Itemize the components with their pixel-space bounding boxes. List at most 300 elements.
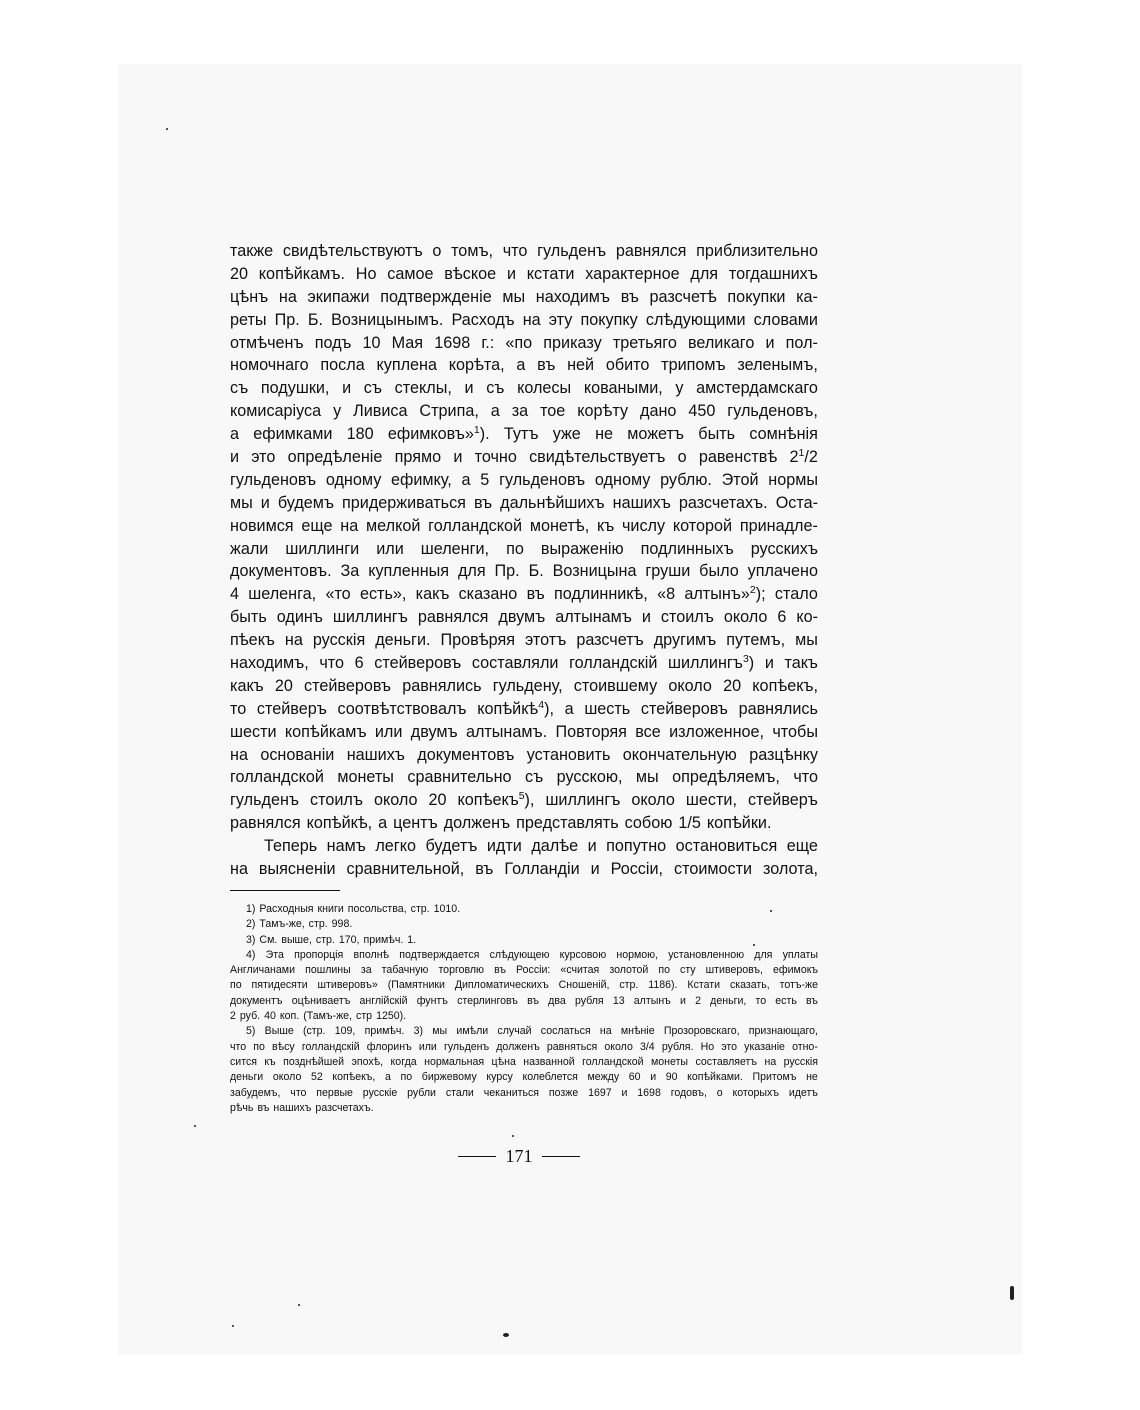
footnote-ref: 2 [749,584,756,597]
body-word: подъ [314,333,352,352]
footnote-word: 1250). [376,1010,407,1023]
footnote-word: 1698 [637,1086,661,1099]
body-word: самое [387,264,434,283]
body-line [230,400,818,423]
body-word: приблизительно [696,242,818,260]
footnote-word: выше, [281,933,312,946]
body-word: шиллингъ [332,608,408,627]
body-word: составляли [471,654,559,673]
body-word: копѣйкамъ [284,722,367,741]
footnote-word: оцѣниваетъ [291,994,351,1007]
footnote-word: есть [775,994,797,1007]
body-word: основаніи [260,745,335,764]
body-word: и [764,654,774,673]
body-word: «по [505,333,533,352]
footnote-word: примѣч. [363,933,404,946]
body-word: къ [597,516,615,535]
body-word: на [522,310,541,329]
body-word: есть», [359,585,407,604]
footnote-word: стр [356,1010,373,1023]
body-word: трипомъ [661,356,726,375]
footnote-line [230,1024,818,1039]
body-word: въ [473,493,493,512]
body-word: 5 [480,470,490,489]
body-word: 20 [723,676,742,695]
body-word: и [230,448,240,467]
body-word: попутно [606,837,667,856]
footnote-word: руб. [239,1010,261,1023]
body-word: Возницына [552,562,637,581]
body-word: а [564,699,574,718]
body-word: 20 [230,264,249,283]
footnote-word: 52 [310,1071,323,1084]
body-word: шиллинги [285,539,360,558]
body-word: прямо [394,448,442,467]
footnote-word: пропорція [294,948,344,961]
body-word: гульдену, [492,676,563,695]
body-word: будемъ [277,493,335,512]
body-word: съ [230,379,249,398]
footnote-word: 1) [246,903,256,915]
footnote-word: годовъ, [670,1086,707,1099]
body-word: уже [552,425,581,444]
body-word: выясненіи [258,860,336,879]
body-line [230,560,818,583]
body-word: точно [474,448,517,467]
footnote-word: подтверждается [399,948,480,961]
footnote-word: алтынъ [633,994,671,1007]
body-word: кстати [526,264,575,283]
footnote-word: цѣна [491,1055,516,1068]
body-word: установить [526,745,611,764]
body-word: или [374,722,403,741]
body-word: Россіи, [610,860,664,879]
body-word: «8 [657,585,676,604]
body-word: то [230,699,247,718]
body-word: комисаріуса [230,402,322,421]
body-word: будетъ [425,837,478,856]
body-line [230,446,818,469]
footnote-word: Дипломатическихъ [454,979,549,992]
footnote-word: чеканиться [483,1086,540,1099]
scan-speck [753,944,755,946]
footnote-word: пошлины [305,964,351,977]
footnote-word: въ [257,1101,270,1114]
scan-speck [512,1135,514,1137]
body-word: русскія [312,631,366,650]
body-word: подтвержденіе [380,287,492,306]
body-word: приказу [543,333,602,352]
footnote-word: штиверовъ, [705,964,763,977]
body-word: тое [540,402,566,421]
footnote [230,1024,818,1116]
footnote-word: позднѣйшей [283,1055,345,1068]
footnote-word: (стр. [302,1025,326,1038]
body-word: одинъ [276,608,323,627]
body-line [230,469,818,492]
footnote-word: а [385,1071,391,1084]
body-word: отмѣченъ [230,333,304,352]
footnote-word: въ [527,994,539,1007]
body-word: Этой [721,470,759,489]
footnote-word: и [679,994,686,1007]
footnote-word: по [253,1040,265,1053]
body-word: легко [375,837,416,856]
body-word: одному [325,470,382,489]
footnote-word: Тамъ-же, [259,918,305,931]
body-word: на [278,287,297,306]
footnote-word: нормальная [424,1055,485,1068]
body-word: зеленымъ, [737,356,818,375]
body-word: какъ [230,676,264,695]
body-word: для [690,264,719,283]
footnote [230,933,818,948]
footnote-word: названной [523,1055,575,1068]
body-word: покупки [727,287,786,306]
body-word: стейверовъ [304,676,392,695]
footnote-word: два [548,994,566,1007]
body-word: За [340,562,360,581]
body-word: нормы [768,470,818,489]
body-word: $2^1/2$ [789,447,818,467]
body-word: свидѣтельствуютъ [282,242,423,260]
footnote-word: сослаться [540,1025,591,1038]
body-word: обито [605,356,650,375]
footnote-word: 2) [246,918,256,931]
footnote-word: рубля [574,994,604,1007]
footnote-word: за [360,964,372,977]
body-word: алтынамъ. [465,722,548,741]
footnote-word: (Тамъ-же, [303,1010,353,1023]
body-word: и [453,448,463,467]
body-word: какъ [415,585,450,604]
body-word: Ливиса [353,402,408,421]
body-word: шиллингъ$^3$) [668,653,755,673]
footnote-word: забудемъ, [230,1086,281,1099]
body-word: Возницынымъ. [331,310,444,329]
footnote-word: монеты [651,1055,689,1068]
footnote-line [230,1009,818,1024]
body-word: еще [301,516,333,535]
body-word: разсчетѣ [649,287,717,306]
body-word: въ [526,585,545,604]
footnote-word: 1697 [588,1086,612,1099]
body-word: словами [753,310,818,329]
body-word: около [373,791,418,810]
body-word: равнялся [615,242,687,260]
footnote-word: Англичанами [230,964,296,977]
body-word: копѣекъ$^5$), [457,790,535,810]
body-word: Б. [307,310,324,329]
body-word: и [464,379,474,398]
footnote-word: около [272,1071,302,1084]
body-word: стоилъ [660,608,714,627]
footnote-line [230,1086,818,1101]
footnote-line [230,1040,818,1055]
body-line [230,377,818,400]
footnote-word: Расходныя [259,903,314,915]
body-word: около [631,791,675,810]
body-word: голландской [428,516,523,535]
body-word: Повторяя [555,722,627,741]
body-text [230,240,818,881]
body-word: слѣдующими [645,310,746,329]
body-word: 6 [354,654,364,673]
body-word: на [340,516,359,535]
body-word: цѣнъ [230,287,269,306]
footnote-ref: 1 [798,447,805,460]
body-word: равнялись [738,699,818,718]
footnote-line [230,994,818,1009]
body-word: 1/5 [678,814,701,833]
body-word: можетъ [627,425,685,444]
body-word: быть [230,608,267,627]
body-word: купленныя [368,562,450,581]
body-word: центъ [393,814,438,833]
footnote-word: стр. [315,933,335,946]
body-word: золота, [763,860,818,879]
body-word: номочнаго [230,356,309,375]
footnote-word: имѣли [456,1025,489,1038]
body-word: покупку [580,310,638,329]
body-word: жали [230,539,269,558]
footnote-line [230,948,818,963]
footnote-ref: 5 [518,790,525,803]
body-word: амстердамскаго [696,379,818,398]
footnote-word: сту [680,964,696,977]
footnote-word: рубли [407,1086,436,1099]
body-word: или [376,539,404,558]
body-word: реты [230,310,267,329]
body-word: по [506,539,524,558]
body-line [230,835,818,858]
footnote [230,948,818,1024]
footnote-word: копѣекъ, [332,1071,376,1084]
body-word: копѣйки. [706,814,772,833]
footnote-word: посольства, [347,903,407,915]
body-word: эту [548,310,573,329]
body-line [230,812,818,835]
body-word: этотъ [525,631,567,650]
body-word: о [677,448,687,467]
body-word: равнялись [402,676,482,695]
body-line [230,629,818,652]
body-word: выраженію [540,539,624,558]
footnote-word: первые [316,1086,353,1099]
body-word: копѣйкѣ, [306,814,373,833]
footnotes [230,902,818,1116]
body-word: подлинныхъ [640,539,734,558]
body-word: ефимками [253,425,333,444]
footnote-ref: 3 [742,653,749,666]
body-word: 1698 [434,333,471,352]
body-word: Мая [391,333,424,352]
body-word: въ [475,860,494,879]
body-word: и [260,493,270,512]
body-word: стоившему [573,676,658,695]
footnote-word: мы [432,1025,448,1038]
body-word: Теперь [264,837,318,856]
footnote-separator [230,890,340,891]
scan-speck [166,128,168,130]
footnote-word: курсовою [559,948,607,961]
body-word: соотвѣтствовалъ [337,699,467,718]
footnote-word: фунтъ [416,994,448,1007]
footnote-line [230,1055,818,1070]
footnote-word: 3) [246,933,256,946]
page-number: 171 [505,1145,533,1166]
footnote-line [230,978,818,993]
body-line [230,858,818,881]
body-word: алтынамъ [555,608,632,627]
body-word: Провѣряя [440,631,515,650]
scan-speck [1010,1286,1014,1300]
footnote-word: (Памятники [387,979,445,992]
body-word: 4 [230,585,240,604]
body-word: у [675,379,684,398]
footnote-word: позже [548,1086,579,1099]
footnote-word: что [290,1086,307,1099]
footnote-word: сится [230,1055,257,1068]
body-word: Пр. [494,562,520,581]
footnote-word: 109, [334,1025,356,1038]
footnote-word: коп. [279,1010,300,1023]
footnote-word: книги [317,903,344,915]
body-word: еще [786,837,818,856]
body-word: шести [230,722,277,741]
body-line [230,515,818,538]
body-word: о [432,242,442,260]
body-word: Пр. [274,310,300,329]
footnote-word: указаніе [744,1040,785,1053]
body-word: съ [525,768,544,787]
footnote-word: золотой [609,964,649,977]
body-word: куплена [376,356,437,375]
footnote-word: примѣч. [364,1025,405,1038]
body-word: это [251,448,276,467]
body-line [230,240,818,263]
footnote-word: деньги, [710,994,747,1007]
body-word: числу [621,516,666,535]
body-word: въ [537,356,556,375]
body-word: идти [486,837,522,856]
footnote-word: случай [497,1025,532,1038]
scan-speck [770,910,772,912]
body-word: за [511,402,529,421]
body-word: дальнѣйшихъ [500,493,605,512]
body-line [230,492,818,515]
footnote-word: 3/4 [639,1040,655,1053]
body-word: мы [502,287,526,306]
body-word: подушки, [260,379,330,398]
footnote-word: 998. [331,918,353,931]
body-word: двумъ [410,722,458,741]
footnote-word: когда [390,1055,417,1068]
body-word: гульденъ [230,791,300,810]
body-word: посла [320,356,365,375]
footnote-word: о [716,1086,723,1099]
footnote-word: Притомъ [752,1071,797,1084]
footnote-word: 90 [665,1071,678,1084]
footnote-word: слѣдующею [489,948,550,961]
body-word: дано [640,402,677,421]
footnote-word: которыхъ [732,1086,779,1099]
footnote-word: равняться [546,1040,598,1053]
body-word: подлинникѣ, [554,585,648,604]
footnote-word: «считая [560,964,600,977]
body-word: окончательную [622,745,737,764]
body-word: и [587,837,597,856]
footnote-word: стерлинговъ [457,994,518,1007]
footnote-word: 170, [338,933,360,946]
scan-speck [232,1325,234,1327]
footnote-word: для [754,948,773,961]
body-word: рублю. [660,470,712,489]
footnote-word: установленною [668,948,745,961]
body-word: сравнительной, [346,860,465,879]
footnote-word: 4) [246,948,256,961]
body-word: нашихъ [346,745,405,764]
footnote-word: Прозоровскаго, [663,1025,740,1038]
body-word: мы [230,493,253,512]
body-word: ко- [796,608,818,627]
scan-speck [298,1304,300,1306]
body-word: пѣекъ [230,631,275,650]
footnote-line [230,902,818,917]
footnote-word: Кстати [687,979,721,992]
footnote-word: копѣйками. [687,1071,743,1084]
body-word: около [723,608,768,627]
footnote-word: торговлю [438,964,485,977]
footnote-word: стр. [308,918,328,931]
body-word: Голландіи [504,860,580,879]
body-line [230,606,818,629]
body-word: принадле- [739,516,818,535]
footnote-word: признающаго, [748,1025,818,1038]
body-word: двумъ [498,608,546,627]
footnote-word: по [230,979,242,992]
body-word: стейверовъ [640,699,728,718]
body-word: пол- [785,333,818,352]
body-word: все [635,722,661,741]
footnote-ref: 4 [538,699,545,712]
body-word: на [284,631,303,650]
body-word: а [230,425,240,444]
body-word: копѣекъ, [752,676,818,695]
body-word: около [668,676,712,695]
body-word: экипажи [307,287,370,306]
body-line [230,538,818,561]
body-line [230,744,818,767]
body-word: а [516,356,526,375]
footnote-word: въ [806,994,818,1007]
footnote-word: рѣчь [230,1101,254,1114]
footnote-word: нормою, [616,948,659,961]
body-word: голландской [230,768,324,787]
body-word: что [319,654,345,673]
body-word: шеленги, [420,539,490,558]
footnote-word: биржевому [421,1071,477,1084]
footnote-word: разсчетахъ. [315,1101,374,1114]
footnote-word: вѣсу [272,1040,295,1053]
footnote-word: нашихъ [273,1101,312,1114]
footnote-word: Россіи: [516,964,551,977]
footnote-line [230,917,818,932]
body-word: придерживаться [342,493,466,512]
footnote-word: 3) [413,1025,424,1038]
body-word: монеты [337,768,394,787]
body-word: ефимковъ»$^1$). [387,424,490,444]
